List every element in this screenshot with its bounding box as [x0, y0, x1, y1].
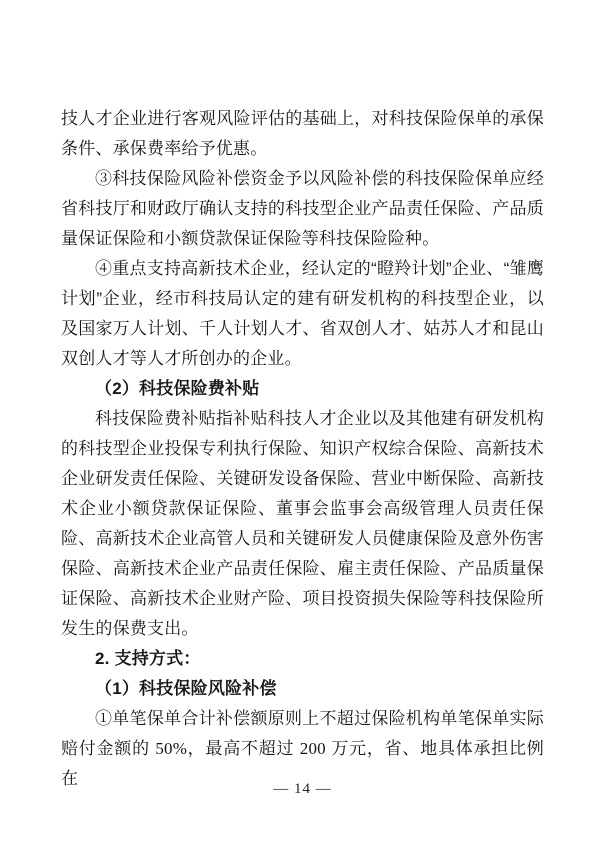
paragraph: ④重点支持高新技术企业，经认定的“瞪羚计划”企业、“雏鹰计划”企业，经市科技局认定的建有研发机构的科技型企业，以及国家万人计划、千人计划人才、省双创人才、姑苏人才和昆山双创人才等人才所创办的企业。	[61, 259, 544, 368]
amount-value: 200	[299, 739, 326, 758]
paragraph-continued: 技人才企业进行客观风险评估的基础上，对科技保险保单的承保条件、承保费率给予优惠。	[61, 109, 544, 158]
paragraph-text: ，最高不超过	[187, 739, 300, 758]
section-heading-support-method: 2. 支持方式：	[95, 649, 201, 668]
paragraph: 科技保险费补贴指补贴科技人才企业以及其他建有研发机构的科技型企业投保专利执行保险、知识产权综合保险、高新技术企业研发责任保险、关键研发设备保险、营业中断保险、高新技术企业小额贷款保证保险、董事会监事会高级管理人员责任保险、高新技术企业高管人员和关键研发人员健康保险及意外伤害保险、高新技术企业产品责任保险、雇主责任保险、产品质量保证保险、高新技术企业财产险、项目投资损失保险等科技保险所发生的保费支出。	[61, 409, 544, 638]
percentage-value: 50%	[155, 739, 188, 758]
section-heading-risk-compensation: （1）科技保险风险补偿	[95, 679, 277, 698]
paragraph-text: ①单笔保单合计补偿额原则上不超过保险机构单笔保单实际赔付金额的	[61, 709, 544, 758]
section-heading-premium-subsidy: （2）科技保险费补贴	[95, 379, 260, 398]
page-number: — 14 —	[273, 781, 332, 797]
paragraph: ③科技保险风险补偿资金予以风险补偿的科技保险保单应经省科技厅和财政厅确认支持的科技型企业产品责任保险、产品质量保证保险和小额贷款保证保险等科技保险险种。	[61, 169, 544, 248]
paragraph-text: 万元，省、地具体承担比例在	[61, 739, 544, 788]
document-body	[61, 104, 544, 794]
